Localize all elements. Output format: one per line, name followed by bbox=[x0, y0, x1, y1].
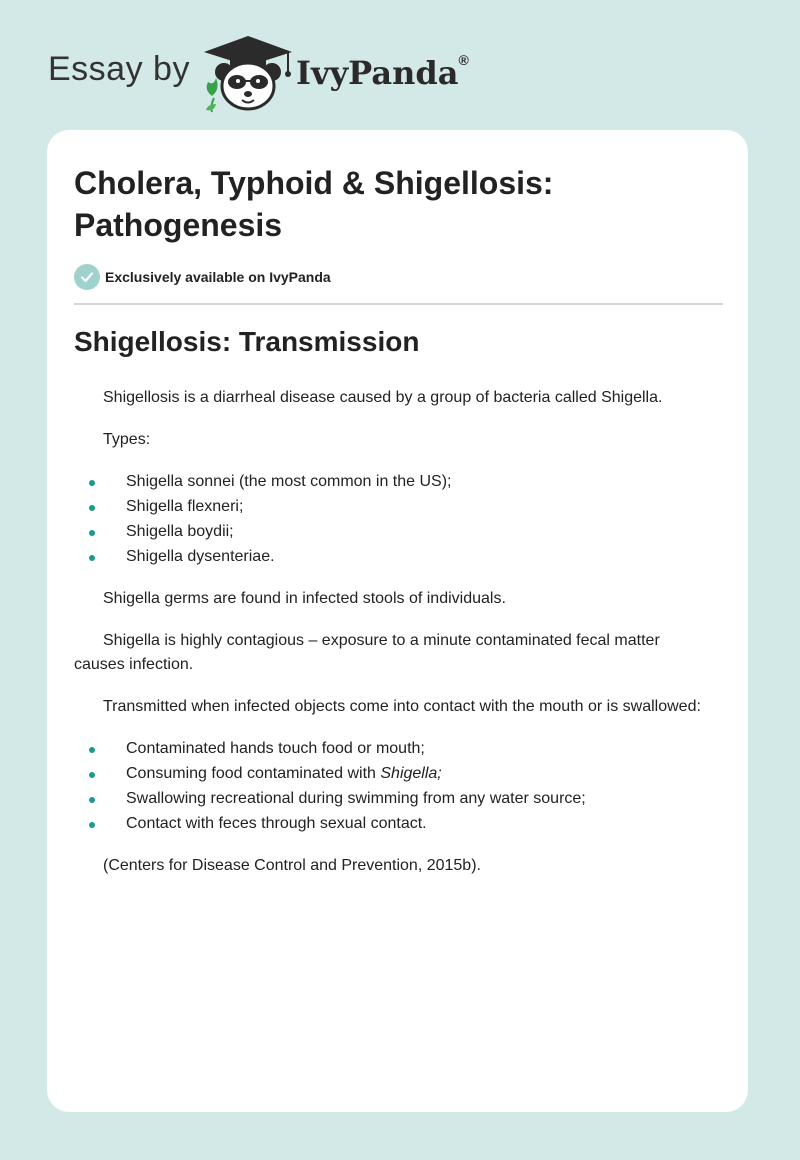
paragraph-transmitted: Transmitted when infected objects come into contact with the mouth or is swallowed: bbox=[103, 698, 701, 715]
route-italic: Shigella; bbox=[380, 765, 442, 782]
paragraph-types-label: Types: bbox=[103, 431, 151, 448]
list-item: Shigella flexneri; bbox=[74, 495, 714, 519]
list-item bbox=[74, 762, 714, 786]
types-list bbox=[74, 470, 714, 569]
divider bbox=[74, 303, 723, 305]
paragraph-germs: Shigella germs are found in infected stools of individuals. bbox=[103, 590, 506, 607]
list-item: Shigella boydii; bbox=[74, 520, 714, 544]
citation: (Centers for Disease Control and Prevention, 2015b). bbox=[103, 857, 481, 874]
essay-card bbox=[47, 130, 748, 1112]
page-title: Cholera, Typhoid & Shigellosis: Pathogenesis bbox=[74, 165, 554, 243]
list-item: Swallowing recreational during swimming from any water source; bbox=[74, 787, 714, 811]
section-heading: Shigellosis: Transmission bbox=[74, 326, 420, 357]
panda-graduate-logo-icon[interactable] bbox=[200, 34, 296, 114]
paragraph-intro: Shigellosis is a diarrheal disease caused by a group of bacteria called Shigella. bbox=[103, 389, 663, 406]
essay-by-label: Essay by bbox=[48, 50, 190, 88]
brand-name[interactable]: IvyPanda® bbox=[296, 52, 469, 92]
essay-body bbox=[74, 386, 714, 896]
registered-mark: ® bbox=[458, 52, 469, 68]
route-text: Consuming food contaminated with bbox=[126, 765, 381, 782]
check-icon bbox=[74, 264, 100, 290]
list-item: Shigella sonnei (the most common in the US); bbox=[74, 470, 714, 494]
routes-list bbox=[74, 737, 714, 836]
site-header bbox=[0, 0, 800, 130]
list-item: Shigella dysenteriae. bbox=[74, 545, 714, 569]
list-item: Contaminated hands touch food or mouth; bbox=[74, 737, 714, 761]
exclusive-label: Exclusively available on IvyPanda bbox=[105, 269, 331, 285]
exclusive-badge bbox=[74, 264, 331, 290]
list-item: Contact with feces through sexual contact. bbox=[74, 812, 714, 836]
paragraph-contagious: Shigella is highly contagious – exposure to a minute contaminated fecal matter causes infection. bbox=[74, 632, 660, 673]
